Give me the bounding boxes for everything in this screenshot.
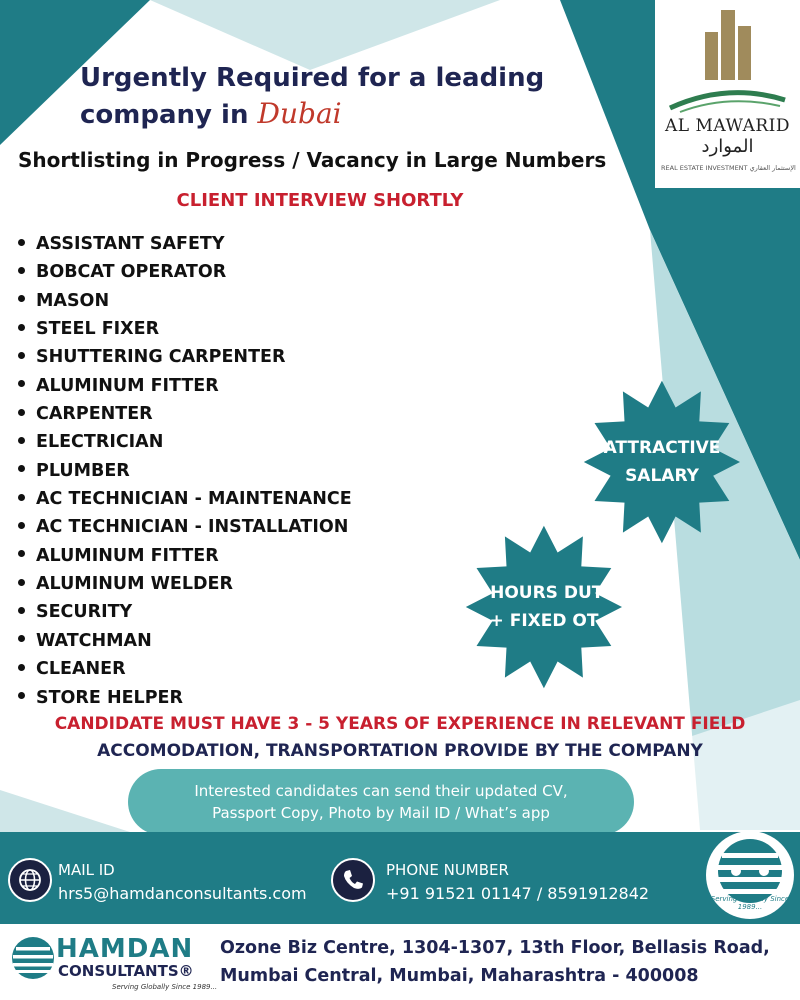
headline-line-1: Urgently Required for a leading — [80, 63, 545, 93]
address-line-2: Mumbai Central, Mumbai, Maharashtra - 400008 — [220, 966, 699, 986]
globe-icon — [8, 858, 52, 902]
phone-icon — [331, 858, 375, 902]
job-item: ALUMINUM WELDER — [18, 570, 352, 598]
job-item: CARPENTER — [18, 400, 352, 428]
job-item: STORE HELPER — [18, 684, 352, 712]
client-logo-name: AL MAWARID — [664, 116, 790, 136]
job-item: SECURITY — [18, 598, 352, 626]
apply-instructions — [128, 769, 634, 835]
address — [220, 934, 800, 990]
salary-badge-line-2: SALARY — [625, 466, 699, 486]
mail-label: MAIL ID — [58, 861, 115, 879]
job-item: ASSISTANT SAFETY — [18, 230, 352, 258]
job-item: WATCHMAN — [18, 627, 352, 655]
job-item: SHUTTERING CARPENTER — [18, 343, 352, 371]
client-logo-tagline: REAL ESTATE INVESTMENT الإستثمار العقاري — [661, 164, 796, 172]
headline-company-text: company in — [80, 100, 249, 130]
job-item: STEEL FIXER — [18, 315, 352, 343]
client-logo-arabic: الموارد — [701, 136, 754, 157]
job-item: BOBCAT OPERATOR — [18, 258, 352, 286]
duty-badge-line-1: 8 HOURS DUTY — [472, 583, 616, 603]
job-item: ALUMINUM FITTER — [18, 542, 352, 570]
benefits-note: ACCOMODATION, TRANSPORTATION PROVIDE BY THE COMPANY — [97, 741, 703, 761]
job-item: CLEANER — [18, 655, 352, 683]
address-line-1: Ozone Biz Centre, 1304-1307, 13th Floor, Bellasis Road, — [220, 938, 770, 958]
interview-notice: CLIENT INTERVIEW SHORTLY — [176, 190, 464, 211]
salary-badge — [582, 434, 742, 490]
company-tagline: Serving Globally Since 1989... — [112, 983, 218, 991]
job-item: AC TECHNICIAN - MAINTENANCE — [18, 485, 352, 513]
job-item: ALUMINUM FITTER — [18, 372, 352, 400]
experience-requirement: CANDIDATE MUST HAVE 3 - 5 YEARS OF EXPERIENCE IN RELEVANT FIELD — [54, 714, 746, 734]
duty-badge — [454, 579, 634, 635]
job-item: PLUMBER — [18, 457, 352, 485]
headline-city: Dubai — [257, 97, 342, 130]
apply-line-1: Interested candidates can send their updated CV, — [194, 782, 568, 800]
phone-value[interactable]: +91 91521 01147 / 8591912842 — [386, 884, 650, 903]
phone-label: PHONE NUMBER — [386, 861, 509, 879]
mail-value[interactable]: hrs5@hamdanconsultants.com — [58, 884, 307, 903]
subheadline: Shortlisting in Progress / Vacancy in Large Numbers — [18, 148, 607, 172]
job-item: AC TECHNICIAN - INSTALLATION — [18, 513, 352, 541]
job-item: MASON — [18, 287, 352, 315]
duty-badge-line-2: + FIXED OT — [489, 611, 599, 631]
company-subtitle: CONSULTANTS® — [58, 962, 194, 980]
globe-tagline: Serving Globally Since 1989... — [710, 895, 790, 911]
company-name: HAMDAN — [56, 934, 194, 964]
apply-line-2: Passport Copy, Photo by Mail ID / What’s app — [212, 804, 550, 822]
hamdan-logo-icon — [10, 935, 56, 981]
job-item: ELECTRICIAN — [18, 428, 352, 456]
salary-badge-line-1: ATTRACTIVE — [603, 438, 721, 458]
